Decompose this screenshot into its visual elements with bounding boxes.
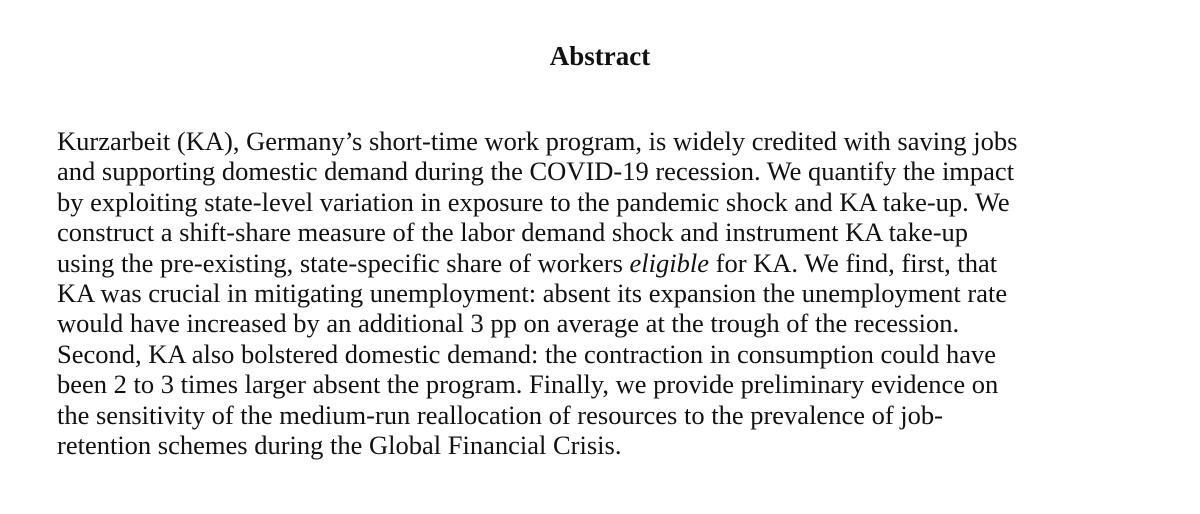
abstract-line-1: Kurzarbeit (KA), Germany’s short-time work program, is widely credited with saving jobs [57, 126, 1018, 156]
abstract-line-10: the sensitivity of the medium-run reallocation of resources to the prevalence of job- [57, 399, 943, 430]
abstract-paragraph [57, 126, 1157, 460]
abstract-line-5 [57, 248, 1157, 278]
abstract-line-6: KA was crucial in mitigating unemployment: absent its expansion the unemployment rate [57, 278, 1008, 309]
abstract-line-4: construct a shift-share measure of the labor demand shock and instrument KA take-up [57, 217, 969, 248]
abstract-line-8: Second, KA also bolstered domestic demand: the contraction in consumption could have [57, 338, 997, 369]
abstract-heading: Abstract [549, 41, 651, 71]
abstract-line-7: would have increased by an additional 3 pp on average at the trough of the recession. [57, 308, 960, 339]
abstract-line-9: been 2 to 3 times larger absent the program. Finally, we provide preliminary evidence on [57, 369, 999, 400]
abstract-line-2: and supporting domestic demand during the COVID-19 recession. We quantify the impact [57, 156, 1015, 187]
abstract-italic-eligible: eligible [629, 247, 709, 278]
abstract-line-5-start: using the pre-existing, state-specific share of workers [57, 247, 630, 278]
abstract-line-5-end: for KA. We find, first, that [709, 247, 998, 278]
abstract-line-3: by exploiting state-level variation in exposure to the pandemic shock and KA take-up. We [57, 186, 1010, 217]
abstract-line-11: retention schemes during the Global Financial Crisis. [57, 430, 622, 461]
